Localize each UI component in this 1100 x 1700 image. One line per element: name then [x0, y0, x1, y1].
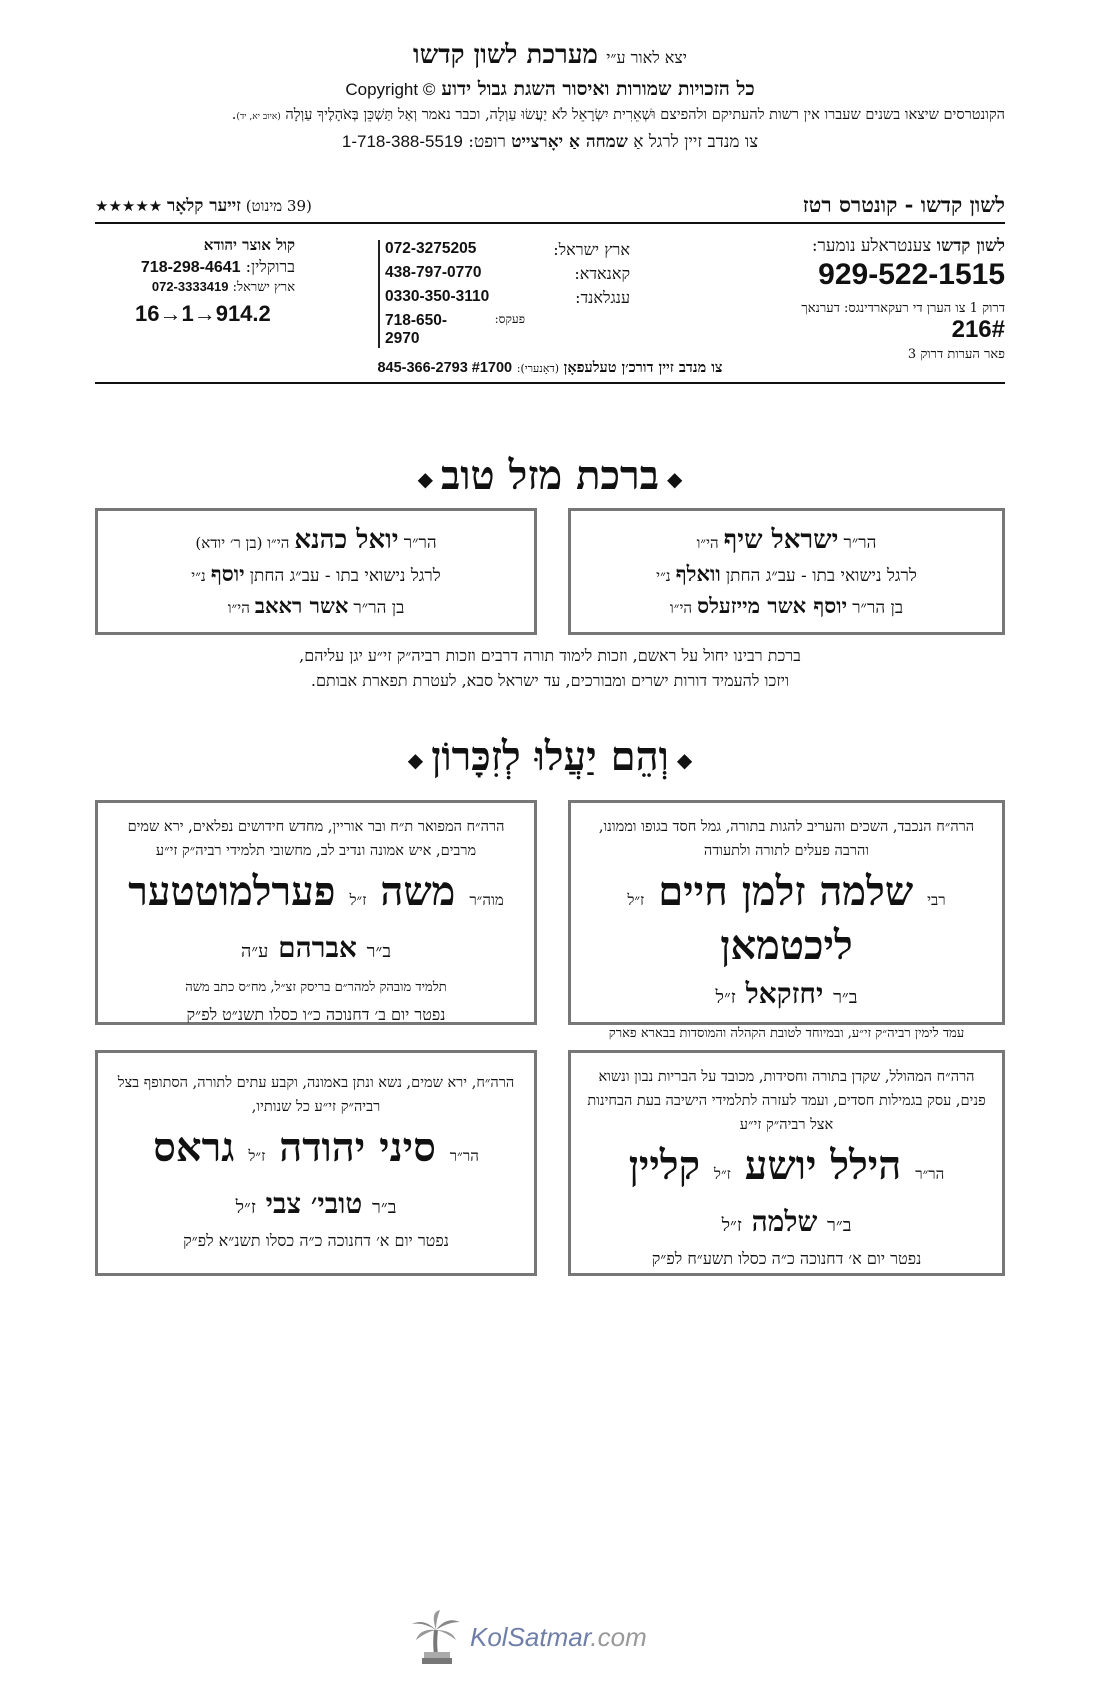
title-prefix: בן הר״ר — [852, 598, 904, 618]
memorial-father — [110, 931, 522, 965]
brooklyn-label: ברוקלין: — [245, 257, 295, 276]
memorial-suffix: ע״ה — [240, 941, 269, 962]
memorial-father — [583, 977, 990, 1011]
name-prefix: הר״ר — [449, 1147, 479, 1165]
name-prefix: מוה״ר — [469, 891, 504, 909]
sponsor-suffix: רופט: — [468, 132, 506, 152]
fax-row — [385, 312, 630, 347]
memorial-father — [110, 1187, 522, 1221]
occasion-text: לרגל נישואי בתו - עב״ג החתן — [249, 566, 441, 586]
groom-father-name: יוסף אשר מייזעלס — [697, 593, 848, 618]
palm-tree-icon — [410, 1610, 462, 1668]
region-label: ענגלאנד: — [575, 288, 630, 307]
mazal-line — [98, 525, 534, 555]
given-name: סיני יהודה — [279, 1124, 436, 1171]
memorial-date: נפטר יום א׳ דחנוכה כ״ה כסלו תשע״ח לפ״ק — [651, 1249, 922, 1268]
mazal-tov-title — [95, 452, 1005, 499]
reader-rating — [95, 196, 312, 216]
mazal-line — [571, 561, 1002, 587]
memorial-extra: תלמיד מובהק למהר״ם בריסק זצ״ל, מח״ס כתב משה — [185, 980, 447, 995]
regional-numbers — [385, 240, 630, 347]
booklet-title-text: לשון קדשו - קונטרס — [838, 192, 1005, 217]
memorial-suffix: ז״ל — [349, 891, 367, 909]
brooklyn-row — [95, 257, 295, 277]
groom-name: וואלף — [675, 561, 721, 586]
booklet-number: רטז — [802, 192, 832, 217]
fax-label: פעקס: — [494, 312, 525, 326]
region-label: ארץ ישראל: — [553, 240, 630, 259]
title-suffix: הי״ו — [227, 599, 250, 617]
memorial-description: הרה״ח, ירא שמים, נשא ונתן באמונה, וקבע עתים לתורה, הסתופף בצל רביה״ק זי״ע כל שנותיו, — [117, 1075, 515, 1115]
name-prefix: רבי — [927, 891, 946, 909]
memorial-description: הרה״ח המפואר ת״ח ובר אוריין, מחדש חידושים נפלאים, ירא שמים מרבים, איש אמונה ונדיב לב, מחשובי תלמידי רביה״ק זי״ע — [127, 819, 505, 859]
groom-name: יוסף — [210, 561, 245, 586]
imprint-line-1 — [95, 40, 1005, 70]
title-suffix: נ״י — [191, 567, 206, 585]
memorial-father — [583, 1205, 990, 1239]
copyright-line — [95, 78, 1005, 101]
memorial-suffix: ז״ל — [713, 1165, 731, 1183]
blessing-note — [95, 643, 1005, 693]
father-name: שלמה — [751, 1205, 818, 1238]
given-name: הילל יושע — [744, 1142, 902, 1189]
memorial-description: הרה״ח המהולל, שקדן בתורה וחסידות, מכובד על הבריות נבון ונשוא פנים, עסק בגמילות חסדים, ועמד לעזרה לתלמידי הישיבה בעת הבחינות אצל רביה״ק זי״ע — [587, 1069, 986, 1133]
memorial-suffix: ז״ל — [235, 1197, 256, 1218]
title-suffix: הי״ו (בן ר׳ יודא) — [195, 534, 290, 552]
title-suffix: הי״ו — [696, 534, 719, 552]
memorial-title-text: וְהֵם יַעֲלוּ לְזִכָּרוֹן — [431, 733, 669, 780]
memorial-box — [568, 800, 1005, 1041]
father-prefix: ב״ר — [372, 1197, 397, 1218]
bullet-icon: ◆ — [407, 748, 424, 772]
contact-block — [95, 236, 1005, 362]
given-name: שלמה זלמן חיים — [658, 868, 914, 915]
phone-sponsor-line — [95, 359, 1005, 384]
brooklyn-phone[interactable]: 718-298-4641 — [140, 259, 241, 276]
phone-sponsor-small: (דאָנערי): — [516, 362, 560, 375]
regional-row — [385, 240, 630, 264]
father-name: טובי׳ צבי — [265, 1187, 363, 1220]
name-prefix: הר״ר — [915, 1165, 945, 1183]
imprint — [95, 40, 1005, 152]
memorial-date: נפטר יום ב׳ דחנוכה כ״ו כסלו תשנ״ט לפ״ק — [186, 1005, 446, 1024]
rights-text: כל הזכויות שמורות ואיסור השגת גבול ידוע — [441, 78, 755, 100]
memorial-suffix: ז״ל — [721, 1215, 742, 1236]
logo-text — [470, 1622, 647, 1653]
memorial-name — [583, 1143, 990, 1197]
memorial-name — [110, 869, 522, 923]
memorial-suffix: ז״ל — [248, 1147, 266, 1165]
mazal-line — [571, 525, 1002, 555]
memorial-box — [568, 1050, 1005, 1276]
mazal-box-left — [95, 508, 537, 635]
notes-line: פאר הערות דרוק 3 — [907, 347, 1005, 362]
copyright-text: Copyright © — [345, 80, 436, 99]
copy-notice-text: הקונטרסים שיצאו בשנים שעברו אין רשות להעתיקם ולהפיצם וּשְׁאֵרִית יִשְׂרָאֵל לֹא יַעֲשׂוּ עַוְלָה, וכבר נאמר וְאַל תַּשְׁכֵּן בְּאֹהָלֶיךָ עַוְלָה — [285, 107, 1005, 123]
press-extension: 216# — [951, 316, 1005, 343]
fax-number[interactable]: 718-650-2970 — [385, 312, 448, 347]
kolsatmar-logo[interactable] — [410, 1610, 670, 1670]
father-name: אברהם — [278, 931, 357, 964]
mazal-line — [571, 593, 1002, 619]
region-label: קאנאדא: — [574, 264, 630, 283]
father-prefix: ב״ר — [827, 1215, 852, 1236]
memorial-name — [583, 869, 990, 969]
title-prefix: הר״ר — [403, 533, 437, 553]
kol-otzar-block — [95, 236, 295, 327]
copy-notice-ref: (איוב יא, יד) — [236, 112, 281, 122]
father-prefix: ב״ר — [366, 941, 392, 962]
title-prefix: בן הר״ר — [353, 598, 405, 618]
region-phone[interactable]: 438-797-0770 — [385, 264, 482, 281]
reading-time: (39 מינוט) — [245, 197, 312, 215]
central-label-bold: לשון קדשו — [936, 236, 1005, 256]
publisher-prefix: יצא לאור ע״י — [606, 48, 687, 67]
sponsor-occasion: שמחה אַ יאָרצייט — [511, 132, 628, 152]
bullet-icon: ◆ — [676, 748, 693, 772]
memorial-box — [95, 800, 537, 1025]
surname: גראס — [153, 1124, 235, 1171]
blessing-note-line: ויזכו להעמיד דורות ישרים ומבורכים, עד ישראל סבא, לעטרת תפארת אבותם. — [310, 671, 790, 690]
central-label — [765, 236, 1005, 256]
kol-otzar-title: קול אוצר יהודא — [203, 236, 295, 254]
memorial-suffix: ז״ל — [715, 987, 736, 1008]
logo-main-text: KolSatmar — [470, 1622, 591, 1652]
mazal-line — [98, 593, 534, 619]
surname: ליכטמאן — [720, 922, 853, 969]
central-number-block — [765, 236, 1005, 362]
israel-label: ארץ ישראל: — [232, 280, 295, 295]
central-label-text: צענטראלע נומער: — [811, 236, 932, 256]
region-phone[interactable]: 0330-350-3110 — [385, 288, 490, 305]
phone-sponsor-number[interactable]: 845-366-2793 #1700 — [377, 360, 513, 376]
bullet-icon: ◆ — [417, 467, 434, 491]
memorial-suffix: ז״ל — [627, 891, 645, 909]
israel-phone[interactable]: 072-3333419 — [151, 279, 229, 294]
kol-extension-path: 16→1→914.2 — [135, 301, 271, 326]
copy-notice: הקונטרסים שיצאו בשנים שעברו אין רשות להעתיקם ולהפיצם וּשְׁאֵרִית יִשְׂרָאֵל לֹא יַעֲשׂוּ עַוְלָה, וכבר נאמר וְאַל תַּשְׁכֵּן בְּאֹהָלֶיךָ עַוְלָה (איוב יא, יד). — [231, 107, 1005, 123]
phone-sponsor-text: צו מנדב זיין דורכ׳ן טעלעפאָן — [563, 359, 723, 376]
title-suffix: נ״י — [656, 567, 671, 585]
booklet-header — [95, 192, 1005, 224]
memorial-name — [110, 1125, 522, 1179]
region-phone[interactable]: 072-3275205 — [385, 240, 477, 257]
sponsor-phone-link[interactable]: 1-718-388-5519 — [341, 132, 463, 151]
memorial-box — [95, 1050, 537, 1276]
press-line-text: דרוק 1 צו הערן די רעקארדינגס: דערנאך — [801, 301, 1005, 316]
surname: פערלמוטטער — [128, 868, 336, 915]
mazal-line — [98, 561, 534, 587]
sponsor-line — [95, 132, 1005, 152]
divider — [378, 240, 380, 348]
star-rating-icon: ★★★★★ — [95, 197, 163, 215]
father-name: יואל כהנא — [294, 525, 399, 555]
regional-row — [385, 288, 630, 312]
sponsor-text: צו מנדב זיין לרגל אַ — [633, 132, 759, 152]
title-prefix: הר״ר — [843, 533, 877, 553]
occasion-text: לרגל נישואי בתו - עב״ג החתן — [725, 566, 917, 586]
father-prefix: ב״ר — [833, 987, 858, 1008]
surname: קליין — [628, 1142, 700, 1189]
mazal-tov-title-text: ברכת מזל טוב — [441, 452, 659, 499]
memorial-title — [95, 733, 1005, 780]
reading-level: זייער קלאָר — [167, 196, 241, 216]
page — [95, 0, 1005, 1268]
regional-row — [385, 264, 630, 288]
given-name: משה — [380, 868, 456, 915]
memorial-extra: עמד לימין רביה״ק זי״ע, ובמיוחד לטובת הקהלה והמוסדות בבארא פארק — [608, 1026, 965, 1041]
father-name: יחזקאל — [745, 977, 824, 1010]
press-instructions — [765, 300, 1005, 344]
bullet-icon: ◆ — [666, 467, 683, 491]
logo-com-text: .com — [590, 1622, 647, 1652]
title-suffix: הי״ו — [669, 599, 693, 617]
memorial-description: הרה״ח הנכבד, השכים והעריב להגות בתורה, גמל חסד בגופו וממונו, והרבה פעלים לתורה ולתעודה — [598, 819, 975, 859]
central-phone-number[interactable]: 929-522-1515 — [818, 258, 1005, 291]
booklet-title — [803, 192, 1005, 218]
publisher-name: מערכת לשון קדשו — [413, 40, 598, 70]
father-name: ישראל שיף — [723, 525, 839, 555]
mazal-box-right — [568, 508, 1005, 635]
groom-father-name: אשר ראאב — [254, 593, 349, 618]
memorial-date: נפטר יום א׳ דחנוכה כ״ה כסלו תשנ״א לפ״ק — [183, 1231, 449, 1250]
israel-row — [95, 279, 295, 295]
blessing-note-line: ברכת רבינו יחול על ראשם, וזכות לימוד תורה דרבים וזכות רביה״ק זי״ע יגן עליהם, — [299, 646, 801, 665]
